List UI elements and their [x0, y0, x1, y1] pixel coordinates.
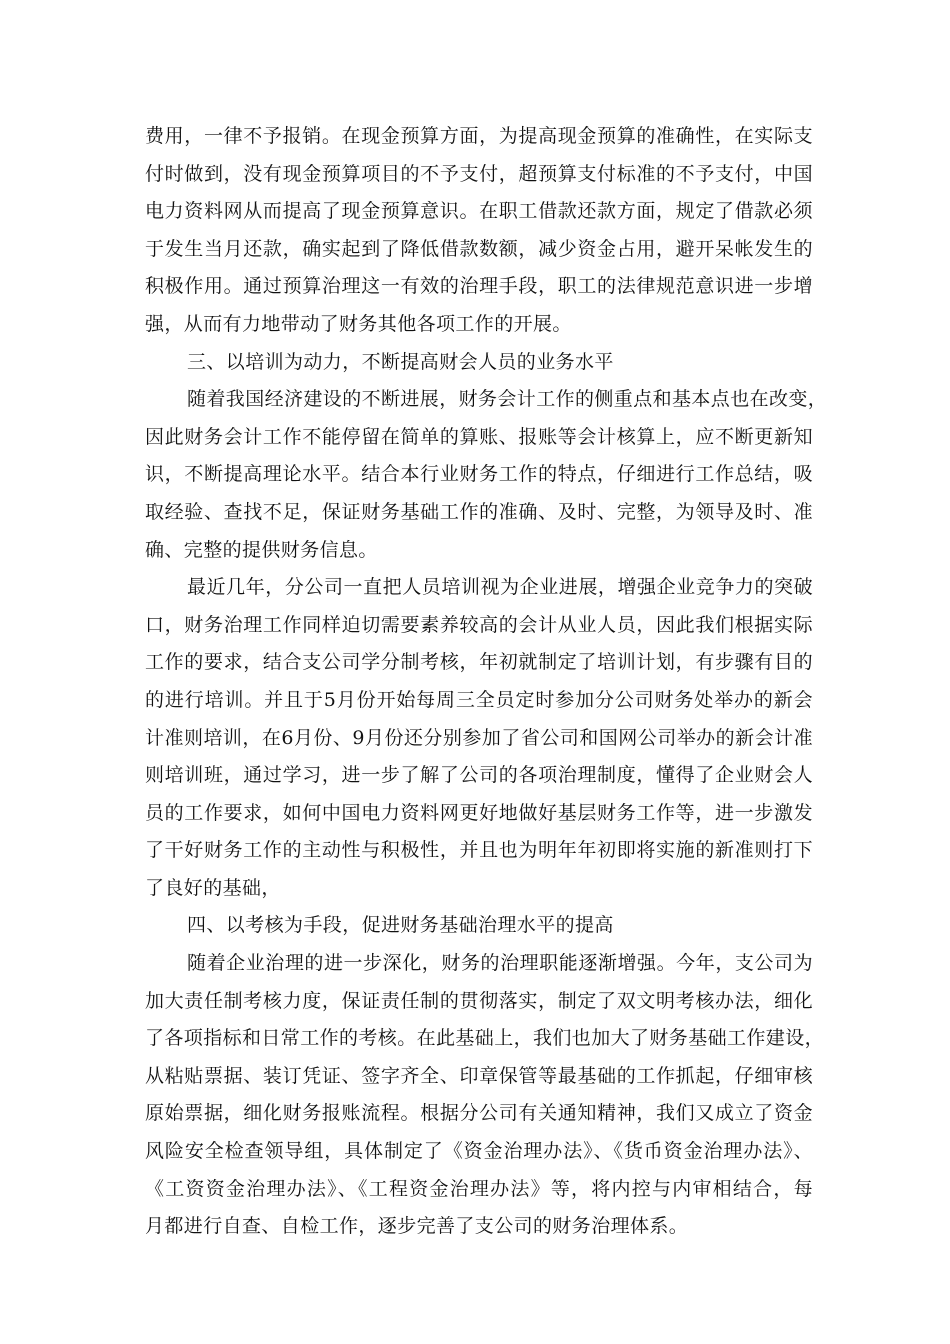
text-line: 取经验、查找不足，保证财务基础工作的准确、及时、完整，为领导及时、准 [145, 500, 813, 523]
text-line: 工作的要求，结合支公司学分制考核，年初就制定了培训计划，有步骤有目的 [145, 651, 813, 674]
body-paragraph [145, 118, 813, 344]
text-line: 于发生当月还款，确实起到了降低借款数额，减少资金占用，避开呆帐发生的 [145, 237, 813, 260]
text-line: 了各项指标和日常工作的考核。在此基础上，我们也加大了财务基础工作建设， [145, 1027, 825, 1050]
body-paragraph [145, 945, 825, 1246]
text-line: 员的工作要求，如何中国电力资料网更好地做好基层财务工作等，进一步激发 [145, 801, 813, 824]
text-line: 最近几年，分公司一直把人员培训视为企业进展，增强企业竞争力的突破 [187, 576, 813, 599]
text-line: 三、以培训为动力，不断提高财会人员的业务水平 [187, 350, 614, 373]
section-heading [145, 344, 813, 382]
text-line: 因此财务会计工作不能停留在简单的算账、报账等会计核算上，应不断更新知 [145, 425, 813, 448]
text-line: 的进行培训。并且于5月份开始每周三全员定时参加分公司财务处举办的新会 [145, 688, 813, 711]
text-line: 原始票据，细化财务报账流程。根据分公司有关通知精神，我们又成立了资金 [145, 1102, 813, 1125]
text-line: 则培训班，通过学习，进一步了解了公司的各项治理制度，懂得了企业财会人 [145, 764, 813, 787]
text-line: 强，从而有力地带动了财务其他各项工作的开展。 [145, 312, 572, 335]
text-line: 口，财务治理工作同样迫切需要素养较高的会计从业人员，因此我们根据实际 [145, 613, 813, 636]
text-line: 随着企业治理的进一步深化，财务的治理职能逐渐增强。今年，支公司为 [187, 952, 813, 975]
document-body [145, 118, 828, 1246]
text-line: 加大责任制考核力度，保证责任制的贯彻落实，制定了双文明考核办法，细化 [145, 989, 813, 1012]
text-line: 月都进行自查、自检工作，逐步完善了支公司的财务治理体系。 [145, 1215, 689, 1238]
text-line: 《工资资金治理办法》、《工程资金治理办法》等，将内控与内审相结合，每 [145, 1177, 813, 1200]
text-line: 确、完整的提供财务信息。 [145, 538, 378, 561]
text-line: 从粘贴票据、装订凭证、签字齐全、印章保管等最基础的工作抓起，仔细审核 [145, 1064, 813, 1087]
text-line: 识，不断提高理论水平。结合本行业财务工作的特点，仔细进行工作总结，吸 [145, 463, 813, 486]
body-paragraph [145, 381, 828, 569]
text-line: 了良好的基础， [145, 876, 281, 899]
body-paragraph [145, 569, 813, 907]
text-line: 电力资料网从而提高了现金预算意识。在职工借款还款方面，规定了借款必须 [145, 200, 813, 223]
text-line: 付时做到，没有现金预算项目的不予支付，超预算支付标准的不予支付，中国 [145, 162, 813, 185]
text-line: 费用，一律不予报销。在现金预算方面，为提高现金预算的准确性，在实际支 [145, 125, 813, 147]
text-line: 计准则培训，在6月份、9月份还分别参加了省公司和国网公司举办的新会计准 [145, 726, 813, 749]
text-line: 随着我国经济建设的不断进展，财务会计工作的侧重点和基本点也在改变， [187, 388, 828, 411]
text-line: 了干好财务工作的主动性与积极性，并且也为明年年初即将实施的新准则打下 [145, 839, 813, 862]
text-line: 风险安全检查领导组，具体制定了《资金治理办法》、《货币资金治理办法》、 [145, 1140, 813, 1163]
section-heading [145, 907, 813, 945]
text-line: 四、以考核为手段，促进财务基础治理水平的提高 [187, 914, 614, 937]
text-line: 积极作用。通过预算治理这一有效的治理手段，职工的法律规范意识进一步增 [145, 275, 813, 298]
